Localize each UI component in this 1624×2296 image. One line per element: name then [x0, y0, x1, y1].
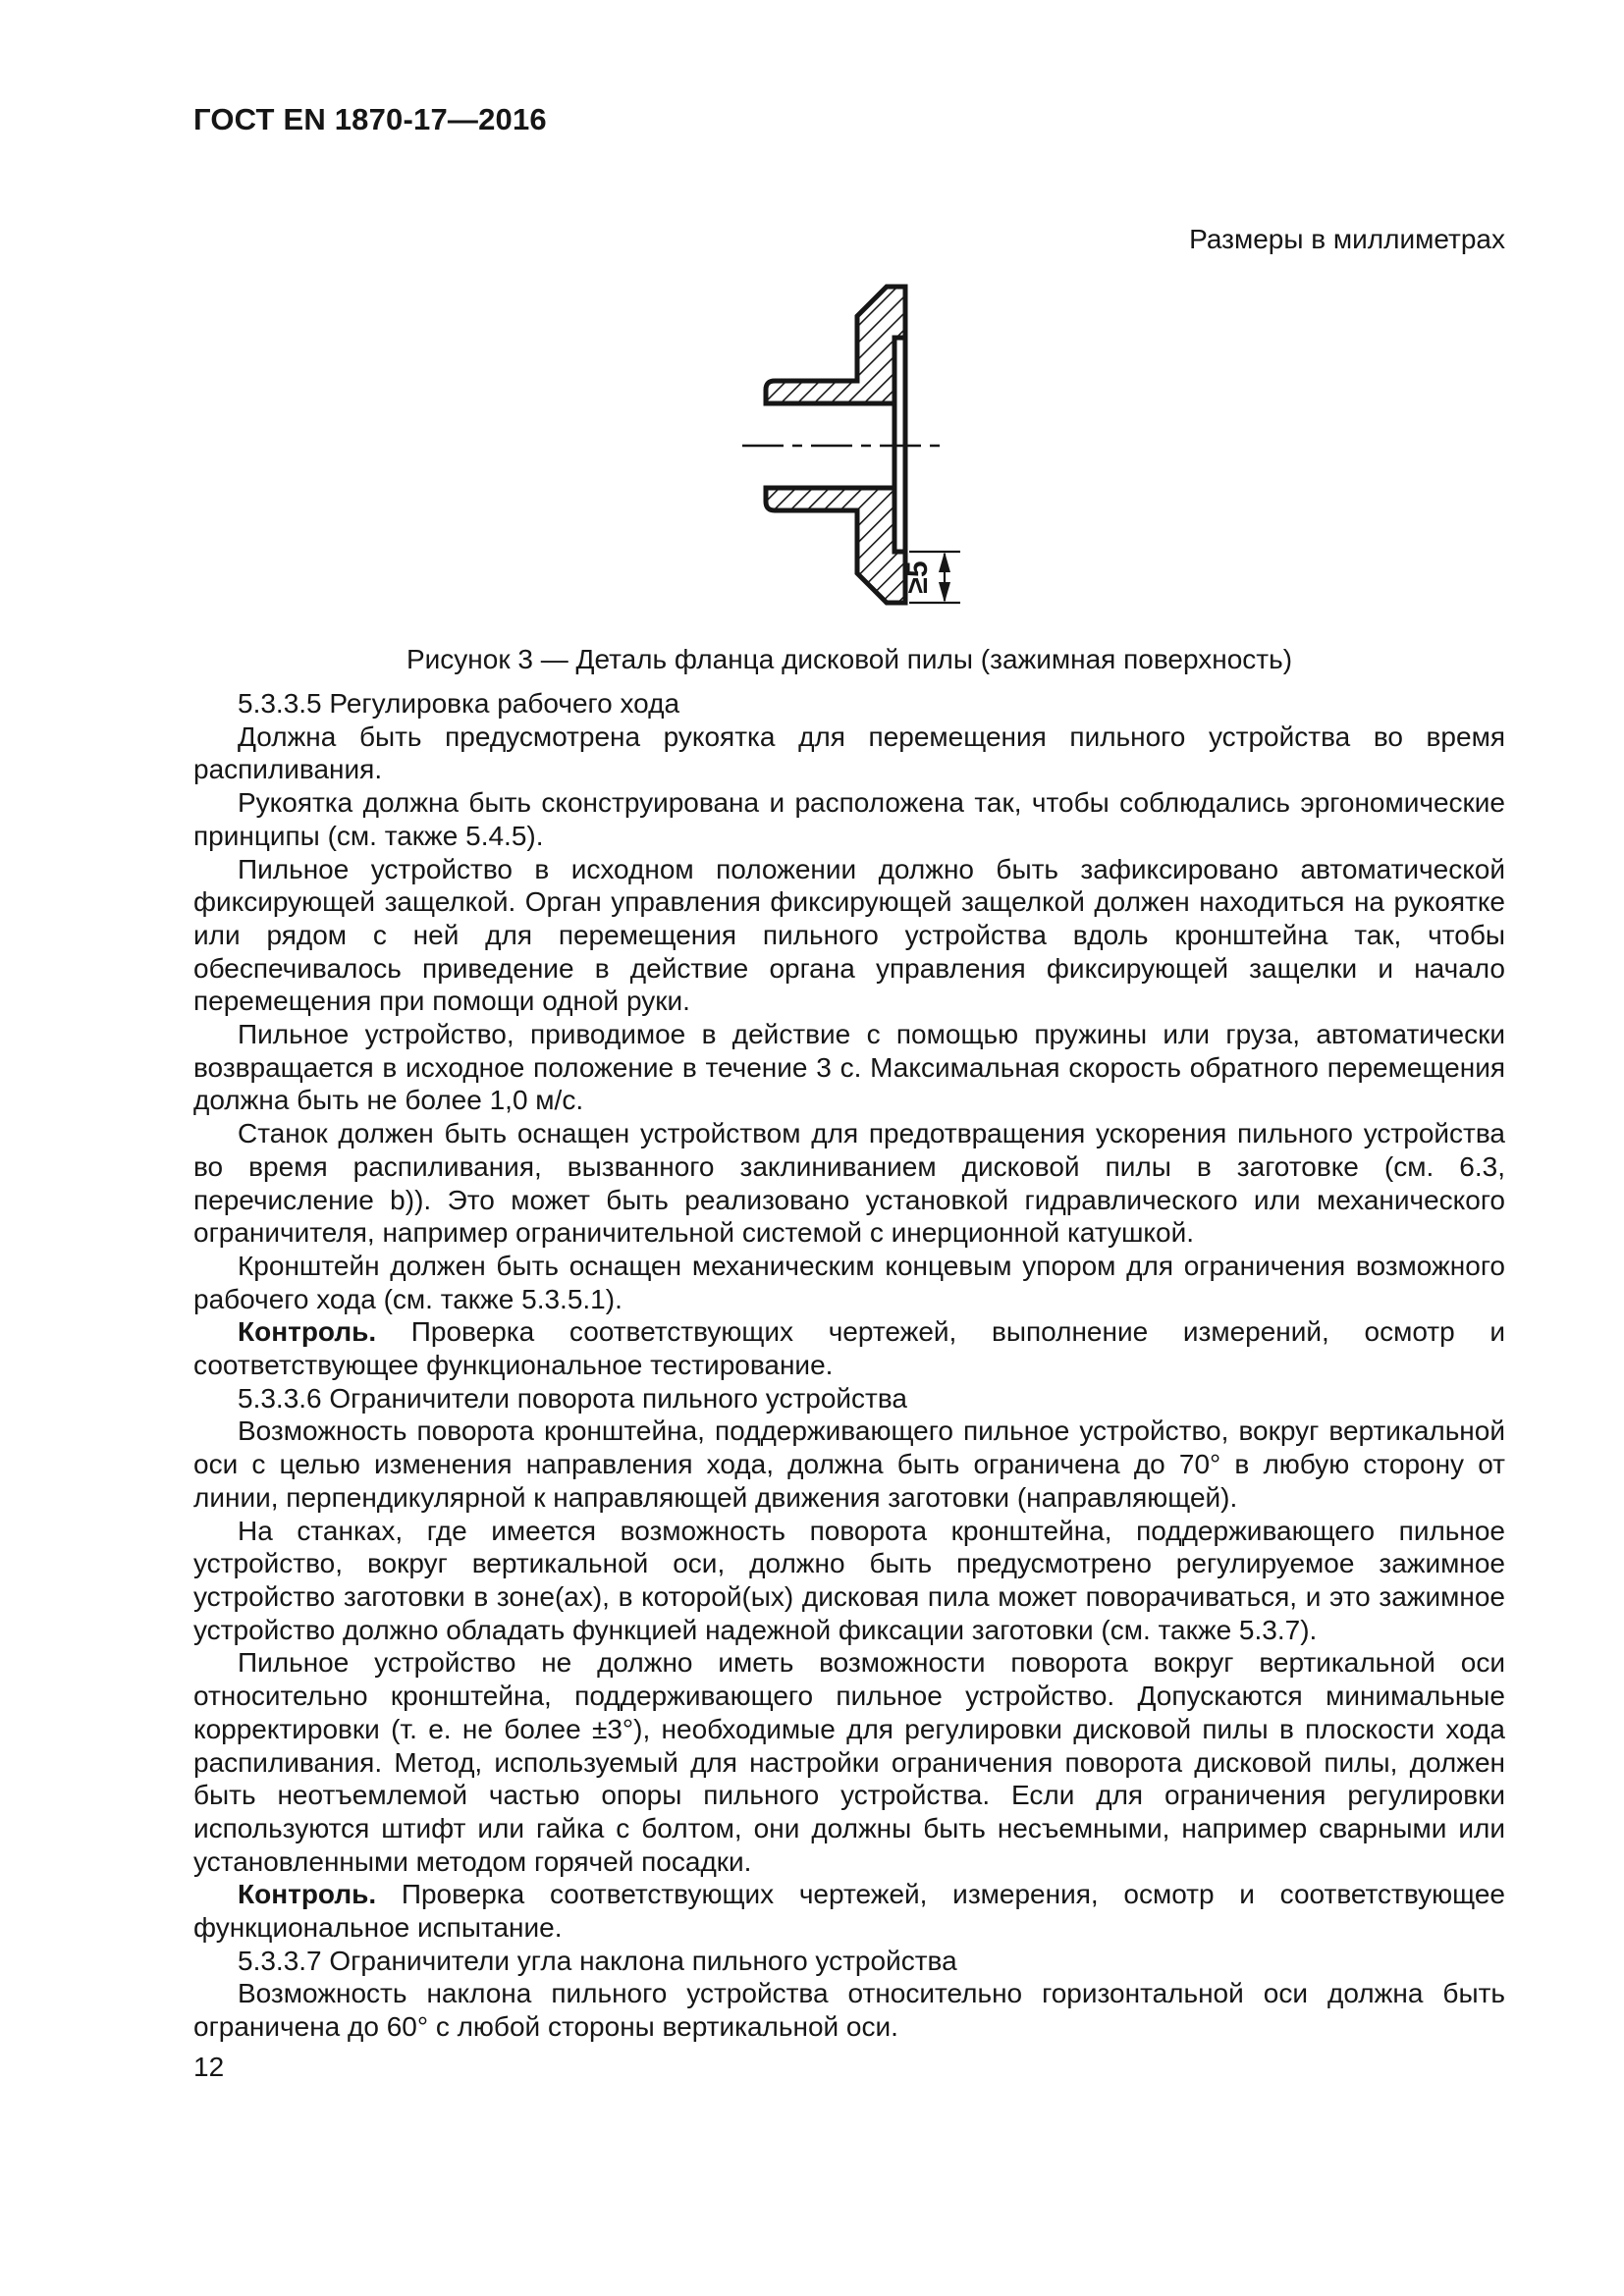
- paragraph: [193, 1018, 1505, 1117]
- paragraph: [193, 687, 1505, 721]
- paragraph-text: Должна быть предусмотрена рукоятка для перемещения пильного устройства во время распиливания.: [193, 721, 1505, 785]
- paragraph-text: Проверка соответствующих чертежей, выполнение измерений, осмотр и соответствующее функциональное тестирование.: [193, 1316, 1505, 1381]
- paragraph: [193, 1415, 1505, 1514]
- paragraph-text: Пильное устройство в исходном положении должно быть зафиксировано автоматической фиксирующей защелкой. Орган управления фиксирующей защелкой должен находиться на рукоятке или рядом с ней для перемещения пильного устройства вдоль кронштейна так, чтобы обеспечивалось приведение в действие органа управления фиксирующей защелки и начало перемещения при помощи одной руки.: [193, 853, 1505, 1017]
- paragraph: [193, 853, 1505, 1019]
- paragraph-text: Станок должен быть оснащен устройством для предотвращения ускорения пильного устройства во время распиливания, вызванного заклиниванием дисковой пилы в заготовке (см. 6.3, перечисление b)). Это может быть реализовано установкой гидравлического или механического ограничителя, например ограничительной системой с инерционной катушкой.: [193, 1118, 1505, 1249]
- paragraph-lead-bold: Контроль.: [238, 1316, 377, 1348]
- paragraph-text: Возможность поворота кронштейна, поддерживающего пильное устройство, вокруг вертикальной оси с целью изменения направления хода, должна быть ограничена до 70° в любую сторону от линии, перпендикулярной к направляющей движения заготовки (направляющей).: [193, 1415, 1505, 1513]
- paragraph-text: 5.3.3.5 Регулировка рабочего хода: [238, 688, 680, 719]
- body-text: [193, 687, 1505, 2044]
- standard-number-header: ГОСТ EN 1870-17—2016: [193, 102, 547, 136]
- paragraph: [193, 1977, 1505, 2043]
- dimension-arrow-up: [939, 552, 950, 572]
- flange-upper-section: [766, 287, 905, 403]
- paragraph: [193, 1646, 1505, 1878]
- paragraph-text: Кронштейн должен быть оснащен механическим концевым упором для ограничения возможного рабочего хода (см. также 5.3.5.1).: [193, 1250, 1505, 1314]
- paragraph-text: Пильное устройство не должно иметь возможности поворота вокруг вертикальной оси относительно кронштейна, поддерживающего пильное устройство. Допускаются минимальные корректировки (т. е. не более ±3°), необходимые для регулировки дисковой пилы в плоскости хода распиливания. Метод, используемый для настройки ограничения поворота дисковой пилы, должен быть неотъемлемой частью опоры пильного устройства. Если для ограничения регулировки используются штифт или гайка с болтом, они должны быть несъемными, например сварными или установленными методом горячей посадки.: [193, 1647, 1505, 1877]
- paragraph: [193, 1315, 1505, 1381]
- paragraph: [193, 1382, 1505, 1415]
- paragraph: [193, 786, 1505, 852]
- figure-3: [727, 270, 982, 623]
- figure-caption: Рисунок 3 — Деталь фланца дисковой пилы (зажимная поверхность): [406, 644, 1293, 674]
- paragraph: [193, 721, 1505, 786]
- paragraph-text: 5.3.3.6 Ограничители поворота пильного устройства: [238, 1382, 908, 1414]
- paragraph: [193, 1117, 1505, 1250]
- paragraph-text: Проверка соответствующих чертежей, измерения, осмотр и соответствующее функциональное испытание.: [193, 1879, 1505, 1944]
- units-note: Размеры в миллиметрах: [1189, 224, 1505, 254]
- page-number: 12: [193, 2052, 225, 2082]
- paragraph-lead-bold: Контроль.: [238, 1879, 377, 1910]
- paragraph: [193, 1515, 1505, 1647]
- dimension-arrow-down: [939, 582, 950, 603]
- paragraph-text: Возможность наклона пильного устройства относительно горизонтальной оси должна быть ограничена до 60° с любой стороны вертикальной оси.: [193, 1978, 1505, 2043]
- dimension-label: ≥5: [901, 561, 934, 594]
- paragraph-text: Пильное устройство, приводимое в действие с помощью пружины или груза, автоматически возвращается в исходное положение в течение 3 с. Максимальная скорость обратного перемещения должна быть не более 1,0 м/с.: [193, 1019, 1505, 1116]
- paragraph-text: На станках, где имеется возможность поворота кронштейна, поддерживающего пильное устройство, вокруг вертикальной оси, должно быть предусмотрено регулируемое зажимное устройство заготовки в зоне(ах), в которой(ых) дисковая пила может поворачиваться, и это зажимное устройство должно обладать функцией надежной фиксации заготовки (см. также 5.3.7).: [193, 1515, 1505, 1645]
- paragraph: [193, 1945, 1505, 1978]
- paragraph-text: 5.3.3.7 Ограничители угла наклона пильного устройства: [238, 1945, 957, 1976]
- paragraph-text: Рукоятка должна быть сконструирована и расположена так, чтобы соблюдались эргономические принципы (см. также 5.4.5).: [193, 787, 1505, 851]
- paragraph: [193, 1878, 1505, 1944]
- flange-drawing: [727, 270, 982, 623]
- flange-lower-section: [766, 488, 905, 603]
- paragraph: [193, 1250, 1505, 1315]
